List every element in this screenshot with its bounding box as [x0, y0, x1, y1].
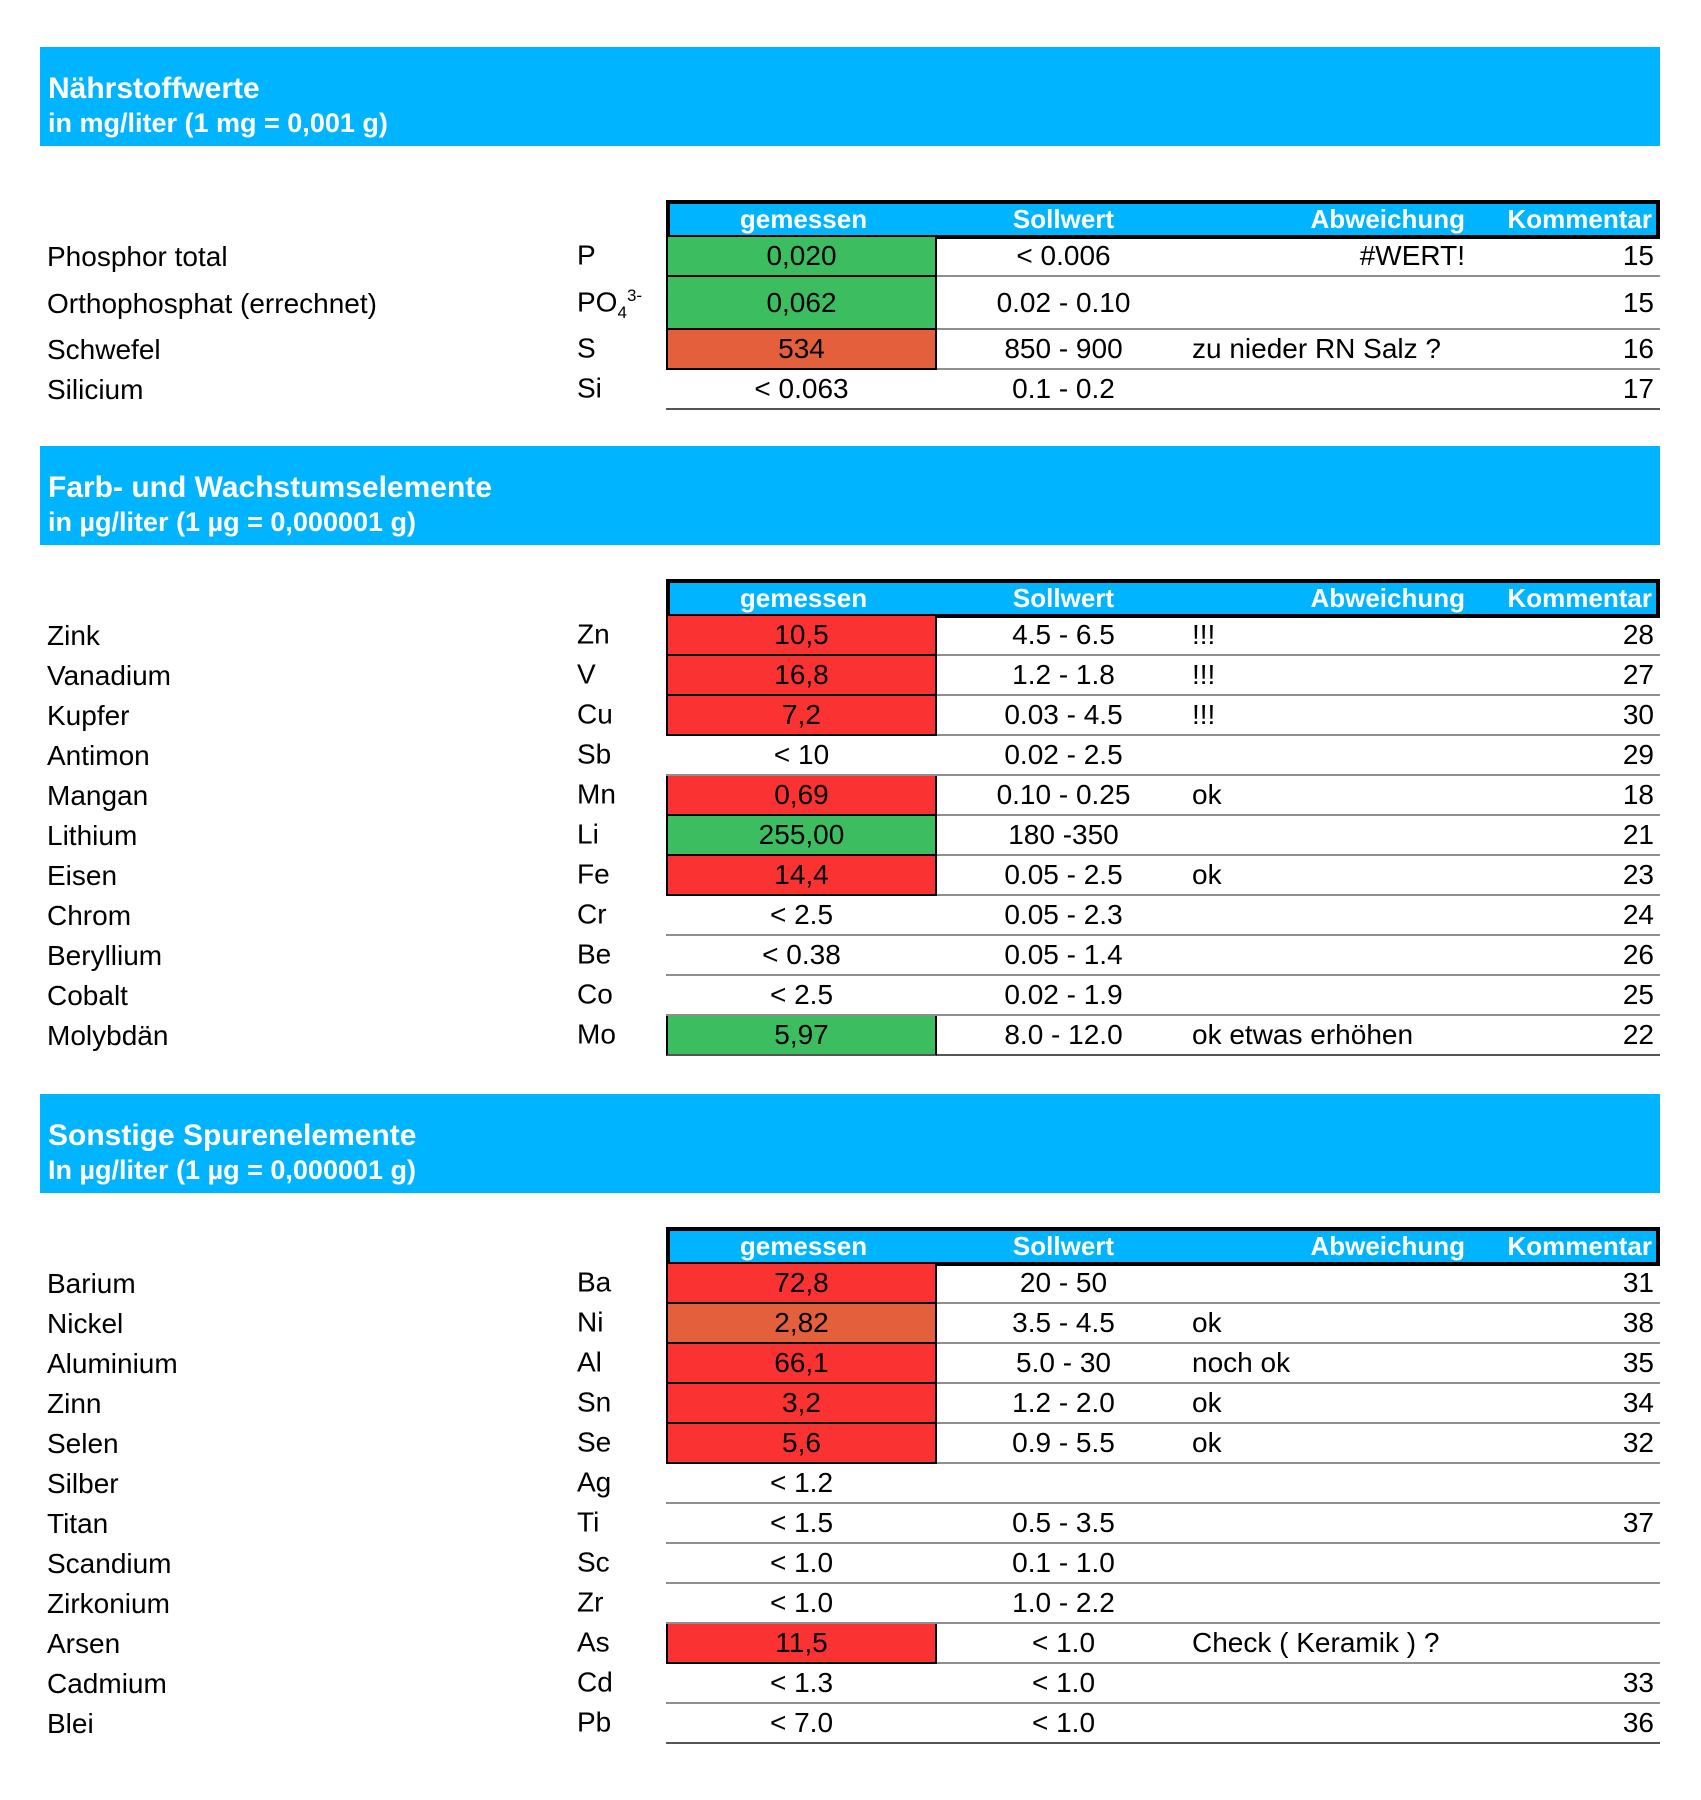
element-name: Nickel: [47, 1308, 124, 1339]
measured-value-cell: < 7.0: [666, 1704, 937, 1744]
element-symbol-text: Pb: [577, 1706, 612, 1738]
element-symbol-text: Cr: [577, 898, 607, 930]
measured-value-cell: 14,4: [666, 856, 937, 896]
comment-cell: 35: [1471, 1344, 1660, 1384]
measured-value-cell: 5,97: [666, 1016, 937, 1056]
element-symbol-text: Co: [577, 978, 613, 1010]
element-symbol-text: Al: [577, 1346, 602, 1378]
section-subtitle: in mg/liter (1 mg = 0,001 g): [48, 107, 388, 138]
element-symbol: [575, 1504, 666, 1544]
table-column-headers: [666, 1227, 1660, 1266]
element-name: Cobalt: [47, 980, 128, 1011]
table-row: [40, 1624, 1660, 1664]
element-symbol: [575, 1264, 666, 1304]
deviation-cell: [1190, 1504, 1471, 1544]
comment-cell: 26: [1471, 936, 1660, 976]
deviation-cell: !!!: [1190, 696, 1471, 736]
measured-value-cell: 11,5: [666, 1624, 937, 1664]
table-row: [40, 370, 1660, 410]
target-range-cell: 0.02 - 1.9: [937, 976, 1190, 1016]
table-row: [40, 1344, 1660, 1384]
table-row: [40, 330, 1660, 370]
empty-name-header-cell: [40, 1227, 575, 1266]
deviation-cell: noch ok: [1190, 1344, 1471, 1384]
element-name: Orthophosphat (errechnet): [47, 287, 377, 319]
element-symbol-text: Ti: [577, 1506, 600, 1538]
measured-value-cell: 0,69: [666, 776, 937, 816]
table-row: [40, 1264, 1660, 1304]
element-name: Vanadium: [47, 660, 172, 691]
element-symbol: [575, 277, 666, 330]
element-symbol-text: $PO_4^{3-}$: [577, 285, 643, 322]
target-range-cell: 0.02 - 0.10: [937, 277, 1190, 330]
empty-symbol-header-cell: [575, 579, 666, 618]
deviation-cell: !!!: [1190, 616, 1471, 656]
target-range-cell: 1.0 - 2.2: [937, 1584, 1190, 1624]
element-name: Zink: [47, 620, 100, 651]
measured-value-cell: 534: [666, 330, 937, 370]
table-body: [40, 616, 1660, 1056]
element-name: Phosphor total: [47, 241, 228, 272]
measured-value-cell: 255,00: [666, 816, 937, 856]
measured-value-cell: < 2.5: [666, 896, 937, 936]
measured-value-cell: 2,82: [666, 1304, 937, 1344]
table-row: [40, 1016, 1660, 1056]
deviation-cell: [1190, 370, 1471, 410]
table-row: [40, 976, 1660, 1016]
section-subtitle: In µg/liter (1 µg = 0,000001 g): [48, 1154, 416, 1185]
comment-cell: 15: [1471, 277, 1660, 330]
target-range-cell: 1.2 - 1.8: [937, 656, 1190, 696]
measured-value-cell: < 0.063: [666, 370, 937, 410]
comment-cell: [1471, 1464, 1660, 1504]
element-name: Mangan: [47, 780, 149, 811]
element-symbol-text: Cd: [577, 1666, 613, 1698]
table-row: [40, 896, 1660, 936]
element-symbol-text: Sn: [577, 1386, 612, 1418]
element-name: Silber: [47, 1468, 119, 1499]
deviation-cell: ok: [1190, 856, 1471, 896]
target-range-cell: 3.5 - 4.5: [937, 1304, 1190, 1344]
comment-cell: 31: [1471, 1264, 1660, 1304]
table-row: [40, 1424, 1660, 1464]
table-row: [40, 616, 1660, 656]
report-section: [0, 1094, 1701, 1744]
target-range-cell: 5.0 - 30: [937, 1344, 1190, 1384]
target-range-cell: 0.05 - 1.4: [937, 936, 1190, 976]
deviation-cell: [1190, 896, 1471, 936]
comment-cell: 24: [1471, 896, 1660, 936]
deviation-cell: [1190, 1264, 1471, 1304]
target-range-cell: 4.5 - 6.5: [937, 616, 1190, 656]
target-range-cell: < 1.0: [937, 1704, 1190, 1744]
report-sections: [0, 47, 1701, 1744]
table-column-headers: [666, 200, 1660, 239]
element-symbol: [575, 330, 666, 370]
measured-value-cell: 66,1: [666, 1344, 937, 1384]
deviation-cell: [1190, 976, 1471, 1016]
element-symbol-text: Sb: [577, 738, 612, 770]
table-body: [40, 237, 1660, 410]
deviation-cell: [1190, 277, 1471, 330]
table-header-row: [40, 200, 1660, 237]
element-symbol-text: Mo: [577, 1018, 616, 1050]
target-range-cell: 8.0 - 12.0: [937, 1016, 1190, 1056]
element-symbol-text: Ba: [577, 1266, 612, 1298]
table-row: [40, 1664, 1660, 1704]
target-range-cell: < 1.0: [937, 1664, 1190, 1704]
element-symbol: [575, 896, 666, 936]
element-symbol: [575, 1624, 666, 1664]
table-header-row: [40, 1227, 1660, 1264]
comment-cell: 37: [1471, 1504, 1660, 1544]
deviation-cell: [1190, 1584, 1471, 1624]
comment-cell: 33: [1471, 1664, 1660, 1704]
element-symbol-text: Ni: [577, 1306, 604, 1338]
element-name: Aluminium: [47, 1348, 178, 1379]
element-symbol-text: V: [577, 658, 596, 690]
element-name: Selen: [47, 1428, 119, 1459]
comment-cell: 17: [1471, 370, 1660, 410]
comment-cell: 18: [1471, 776, 1660, 816]
element-name: Kupfer: [47, 700, 130, 731]
deviation-cell: Check ( Keramik ) ?: [1190, 1624, 1471, 1664]
target-range-cell: 0.1 - 0.2: [937, 370, 1190, 410]
element-name: Eisen: [47, 860, 118, 891]
comment-cell: 22: [1471, 1016, 1660, 1056]
report-section: [0, 47, 1701, 410]
element-symbol-text: Ag: [577, 1466, 612, 1498]
deviation-cell: zu nieder RN Salz ?: [1190, 330, 1471, 370]
empty-name-header-cell: [40, 579, 575, 618]
element-symbol: [575, 656, 666, 696]
element-name: Molybdän: [47, 1020, 169, 1051]
element-name: Arsen: [47, 1628, 121, 1659]
comment-cell: 23: [1471, 856, 1660, 896]
target-range-cell: < 1.0: [937, 1624, 1190, 1664]
element-name: Lithium: [47, 820, 138, 851]
element-symbol: [575, 370, 666, 410]
table-row: [40, 656, 1660, 696]
symbol-superscript: 3-: [626, 285, 643, 305]
element-symbol: [575, 816, 666, 856]
element-name: Titan: [47, 1508, 109, 1539]
measured-value-cell: 3,2: [666, 1384, 937, 1424]
column-header-sollwert: Sollwert: [1012, 204, 1115, 234]
element-name: Silicium: [47, 374, 144, 405]
element-symbol-text: Zn: [577, 618, 610, 650]
measured-value-cell: 0,062: [666, 277, 937, 330]
table-row: [40, 237, 1660, 277]
target-range-cell: 0.03 - 4.5: [937, 696, 1190, 736]
element-symbol: [575, 1584, 666, 1624]
measured-value-cell: < 10: [666, 736, 937, 776]
element-symbol: [575, 1344, 666, 1384]
element-symbol-text: Se: [577, 1426, 612, 1458]
table-row: [40, 736, 1660, 776]
column-header-gemessen: gemessen: [739, 1231, 868, 1261]
column-header-abweichung: Abweichung: [1310, 1231, 1465, 1261]
element-name: Scandium: [47, 1548, 172, 1579]
measured-value-cell: 16,8: [666, 656, 937, 696]
target-range-cell: 180 -350: [937, 816, 1190, 856]
section-header-band: [40, 1094, 1660, 1193]
measured-value-cell: 7,2: [666, 696, 937, 736]
element-symbol: [575, 696, 666, 736]
element-symbol-text: Cu: [577, 698, 613, 730]
measured-value-cell: < 1.0: [666, 1544, 937, 1584]
deviation-cell: [1190, 1544, 1471, 1584]
symbol-subscript: 4: [617, 302, 627, 322]
table-row: [40, 776, 1660, 816]
column-header-gemessen: gemessen: [739, 583, 868, 613]
target-range-cell: 0.05 - 2.5: [937, 856, 1190, 896]
deviation-cell: ok: [1190, 776, 1471, 816]
measured-value-cell: < 1.3: [666, 1664, 937, 1704]
table-row: [40, 1464, 1660, 1504]
element-name: Blei: [47, 1708, 94, 1739]
column-header-kommentar: Kommentar: [1507, 583, 1652, 613]
element-name: Schwefel: [47, 334, 161, 365]
element-symbol: [575, 856, 666, 896]
table-row: [40, 1544, 1660, 1584]
table-row: [40, 1504, 1660, 1544]
deviation-cell: ok: [1190, 1384, 1471, 1424]
column-header-sollwert: Sollwert: [1012, 1231, 1115, 1261]
measured-value-cell: < 0.38: [666, 936, 937, 976]
element-symbol: [575, 1016, 666, 1056]
element-symbol: [575, 976, 666, 1016]
element-name: Beryllium: [47, 940, 163, 971]
target-range-cell: 0.1 - 1.0: [937, 1544, 1190, 1584]
table-row: [40, 1384, 1660, 1424]
deviation-cell: [1190, 1704, 1471, 1744]
element-symbol: [575, 1704, 666, 1744]
element-symbol: [575, 1304, 666, 1344]
deviation-cell: ok: [1190, 1424, 1471, 1464]
comment-cell: 29: [1471, 736, 1660, 776]
element-symbol: [575, 1544, 666, 1584]
deviation-cell: #WERT!: [1190, 237, 1471, 277]
deviation-cell: [1190, 1464, 1471, 1504]
comment-cell: 36: [1471, 1704, 1660, 1744]
comment-cell: 38: [1471, 1304, 1660, 1344]
table-column-headers: [666, 579, 1660, 618]
target-range-cell: 850 - 900: [937, 330, 1190, 370]
measured-value-cell: 72,8: [666, 1264, 937, 1304]
comment-cell: 30: [1471, 696, 1660, 736]
target-range-cell: 0.02 - 2.5: [937, 736, 1190, 776]
table-header-row: [40, 579, 1660, 616]
element-name: Zirkonium: [47, 1588, 170, 1619]
column-header-abweichung: Abweichung: [1310, 583, 1465, 613]
column-header-sollwert: Sollwert: [1012, 583, 1115, 613]
comment-cell: [1471, 1544, 1660, 1584]
measured-value-cell: 5,6: [666, 1424, 937, 1464]
target-range-cell: 1.2 - 2.0: [937, 1384, 1190, 1424]
comment-cell: 15: [1471, 237, 1660, 277]
comment-cell: 34: [1471, 1384, 1660, 1424]
element-name: Cadmium: [47, 1668, 167, 1699]
target-range-cell: 20 - 50: [937, 1264, 1190, 1304]
element-symbol-text: Mn: [577, 778, 616, 810]
element-symbol-text: Fe: [577, 858, 610, 890]
column-header-gemessen: gemessen: [739, 204, 868, 234]
measured-value-cell: < 1.5: [666, 1504, 937, 1544]
table-row: [40, 1584, 1660, 1624]
element-symbol-text: Be: [577, 938, 612, 970]
element-symbol: [575, 616, 666, 656]
column-header-abweichung: Abweichung: [1310, 204, 1465, 234]
element-symbol-text: Li: [577, 818, 599, 850]
target-range-cell: 0.5 - 3.5: [937, 1504, 1190, 1544]
measured-value-cell: 0,020: [666, 237, 937, 277]
column-header-kommentar: Kommentar: [1507, 1231, 1652, 1261]
section-subtitle: in µg/liter (1 µg = 0,000001 g): [48, 506, 416, 537]
element-name: Chrom: [47, 900, 132, 931]
section-title: Farb- und Wachstumselemente: [48, 471, 492, 505]
element-symbol-text: Si: [577, 372, 602, 404]
comment-cell: 27: [1471, 656, 1660, 696]
empty-symbol-header-cell: [575, 200, 666, 239]
table-body: [40, 1264, 1660, 1744]
element-symbol: [575, 1464, 666, 1504]
table-row: [40, 696, 1660, 736]
deviation-cell: [1190, 936, 1471, 976]
element-symbol-text: Zr: [577, 1586, 604, 1618]
target-range-cell: 0.10 - 0.25: [937, 776, 1190, 816]
element-symbol: [575, 1384, 666, 1424]
comment-cell: 16: [1471, 330, 1660, 370]
report-section: [0, 446, 1701, 1056]
comment-cell: 25: [1471, 976, 1660, 1016]
target-range-cell: [937, 1464, 1190, 1504]
deviation-cell: ok: [1190, 1304, 1471, 1344]
comment-cell: [1471, 1624, 1660, 1664]
table-row: [40, 816, 1660, 856]
column-header-kommentar: Kommentar: [1507, 204, 1652, 234]
measured-value-cell: < 1.0: [666, 1584, 937, 1624]
element-symbol: [575, 237, 666, 277]
measured-value-cell: 10,5: [666, 616, 937, 656]
section-header-band: [40, 47, 1660, 146]
element-symbol: [575, 776, 666, 816]
deviation-cell: !!!: [1190, 656, 1471, 696]
table-row: [40, 277, 1660, 330]
empty-symbol-header-cell: [575, 1227, 666, 1266]
element-symbol-text: As: [577, 1626, 610, 1658]
deviation-cell: [1190, 816, 1471, 856]
deviation-cell: ok etwas erhöhen: [1190, 1016, 1471, 1056]
section-header-band: [40, 446, 1660, 545]
deviation-cell: [1190, 736, 1471, 776]
comment-cell: 32: [1471, 1424, 1660, 1464]
deviation-cell: [1190, 1664, 1471, 1704]
empty-name-header-cell: [40, 200, 575, 239]
element-symbol: [575, 936, 666, 976]
element-symbol: [575, 736, 666, 776]
element-symbol-text: Sc: [577, 1546, 610, 1578]
table-row: [40, 1304, 1660, 1344]
comment-cell: 21: [1471, 816, 1660, 856]
element-symbol-text: P: [577, 239, 596, 271]
target-range-cell: < 0.006: [937, 237, 1190, 277]
target-range-cell: 0.9 - 5.5: [937, 1424, 1190, 1464]
section-title: Nährstoffwerte: [48, 72, 260, 106]
element-name: Barium: [47, 1268, 136, 1299]
comment-cell: [1471, 1584, 1660, 1624]
element-symbol: [575, 1664, 666, 1704]
target-range-cell: 0.05 - 2.3: [937, 896, 1190, 936]
element-name: Zinn: [47, 1388, 102, 1419]
table-row: [40, 856, 1660, 896]
table-row: [40, 1704, 1660, 1744]
element-symbol-text: S: [577, 332, 596, 364]
measured-value-cell: < 2.5: [666, 976, 937, 1016]
element-symbol: [575, 1424, 666, 1464]
element-name: Antimon: [47, 740, 150, 771]
measured-value-cell: < 1.2: [666, 1464, 937, 1504]
comment-cell: 28: [1471, 616, 1660, 656]
table-row: [40, 936, 1660, 976]
section-title: Sonstige Spurenelemente: [48, 1119, 417, 1153]
